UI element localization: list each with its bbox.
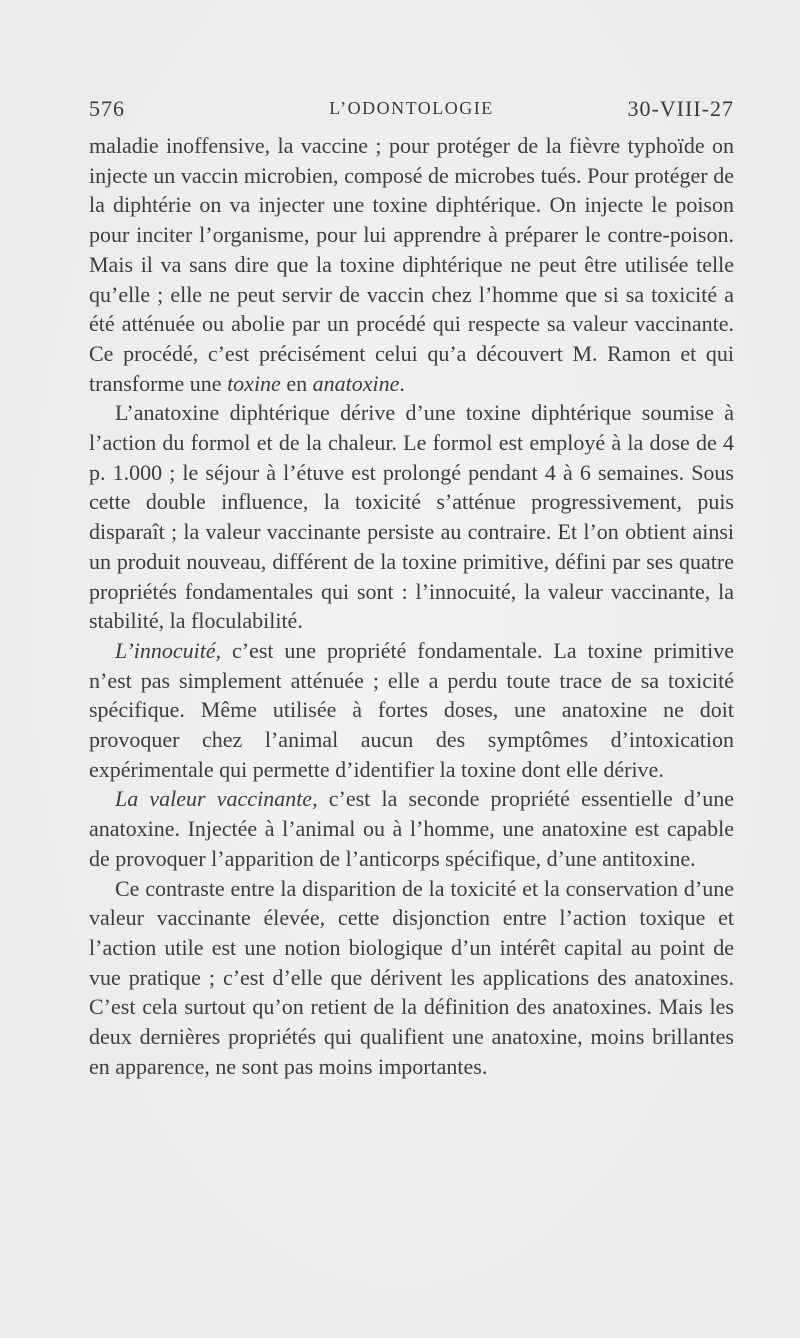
paragraph-1 (89, 131, 734, 398)
journal-title: L’ODONTOLOGIE (329, 98, 494, 118)
paragraph-4-text: c’est la seconde propriété essentielle d’une anatoxine. Injectée à l’animal ou à l’homme, une anatoxine est capable de provoquer l’apparition de l’anticorps spécifique, d’une antitoxine. (89, 786, 734, 871)
paragraph-3-text: c’est une propriété fondamentale. La toxine primitive n’est pas simplement atténuée ; elle a perdu toute trace de sa toxicité spécifique. Même utilisée à fortes doses, une anatoxine ne doit provoquer chez l’animal aucun des symptômes d’intoxication expérimentale qui permette d’identifier la toxine dont elle dérive. (89, 637, 734, 782)
term-toxine: toxine (227, 370, 281, 396)
article-body (89, 131, 734, 1082)
term-innocuite: L’innocuité, (115, 637, 222, 663)
term-anatoxine: anatoxine (312, 370, 400, 396)
paragraph-4 (89, 784, 734, 873)
paragraph-1-text: maladie inoffensive, la vaccine ; pour protéger de la fièvre typhoïde on injecte un vaccin microbien, composé de microbes tués. Pour protéger de la diphtérie on va injecter une toxine diphtérique. On injecte le poison pour inciter l’organisme, pour lui apprendre à préparer le contre-poison. Mais il va sans dire que la toxine diphtérique ne peut être utilisée telle qu’elle ; elle ne peut servir de vaccin chez l’homme que si sa toxicité a été atténuée ou abolie par un procédé qui respecte sa valeur vaccinante. Ce procédé, c’est précisément celui qu’a découvert M. Ramon et qui transforme une (89, 133, 734, 396)
paragraph-5-text: Ce contraste entre la disparition de la toxicité et la conservation d’une valeur vaccinante élevée, cette disjonction entre l’action toxique et l’action utile est une notion biologique d’un intérêt capital au point de vue pratique ; c’est d’elle que dérivent les applications des anatoxines. C’est cela surtout qu’on retient de la définition des anatoxines. Mais les deux dernières propriétés qui qualifient une anatoxine, moins brillantes en apparence, ne sont pas moins importantes. (89, 875, 734, 1079)
running-header (89, 96, 734, 126)
paragraph-3 (89, 636, 734, 785)
paragraph-1-connector: en (280, 370, 313, 396)
paragraph-1-end: . (399, 370, 405, 396)
paragraph-2-text: L’anatoxine diphtérique dérive d’une toxine diphtérique soumise à l’action du formol et de la chaleur. Le formol est employé à la dose de 4 p. 1.000 ; le séjour à l’étuve est prolongé pendant 4 à 6 semaines. Sous cette double influence, la toxicité s’atténue progressivement, puis disparaît ; la valeur vaccinante persiste au contraire. Et l’on obtient ainsi un produit nouveau, différent de la toxine primitive, défini par ses quatre propriétés fondamentales qui sont : l’innocuité, la valeur vaccinante, la stabilité, la floculabilité. (89, 400, 734, 634)
page-number: 576 (89, 96, 125, 121)
issue-date: 30-VIII-27 (627, 96, 734, 121)
paragraph-2 (89, 398, 734, 636)
term-valeur-vaccinante: La valeur vaccinante, (115, 786, 318, 812)
paragraph-5 (89, 874, 734, 1082)
